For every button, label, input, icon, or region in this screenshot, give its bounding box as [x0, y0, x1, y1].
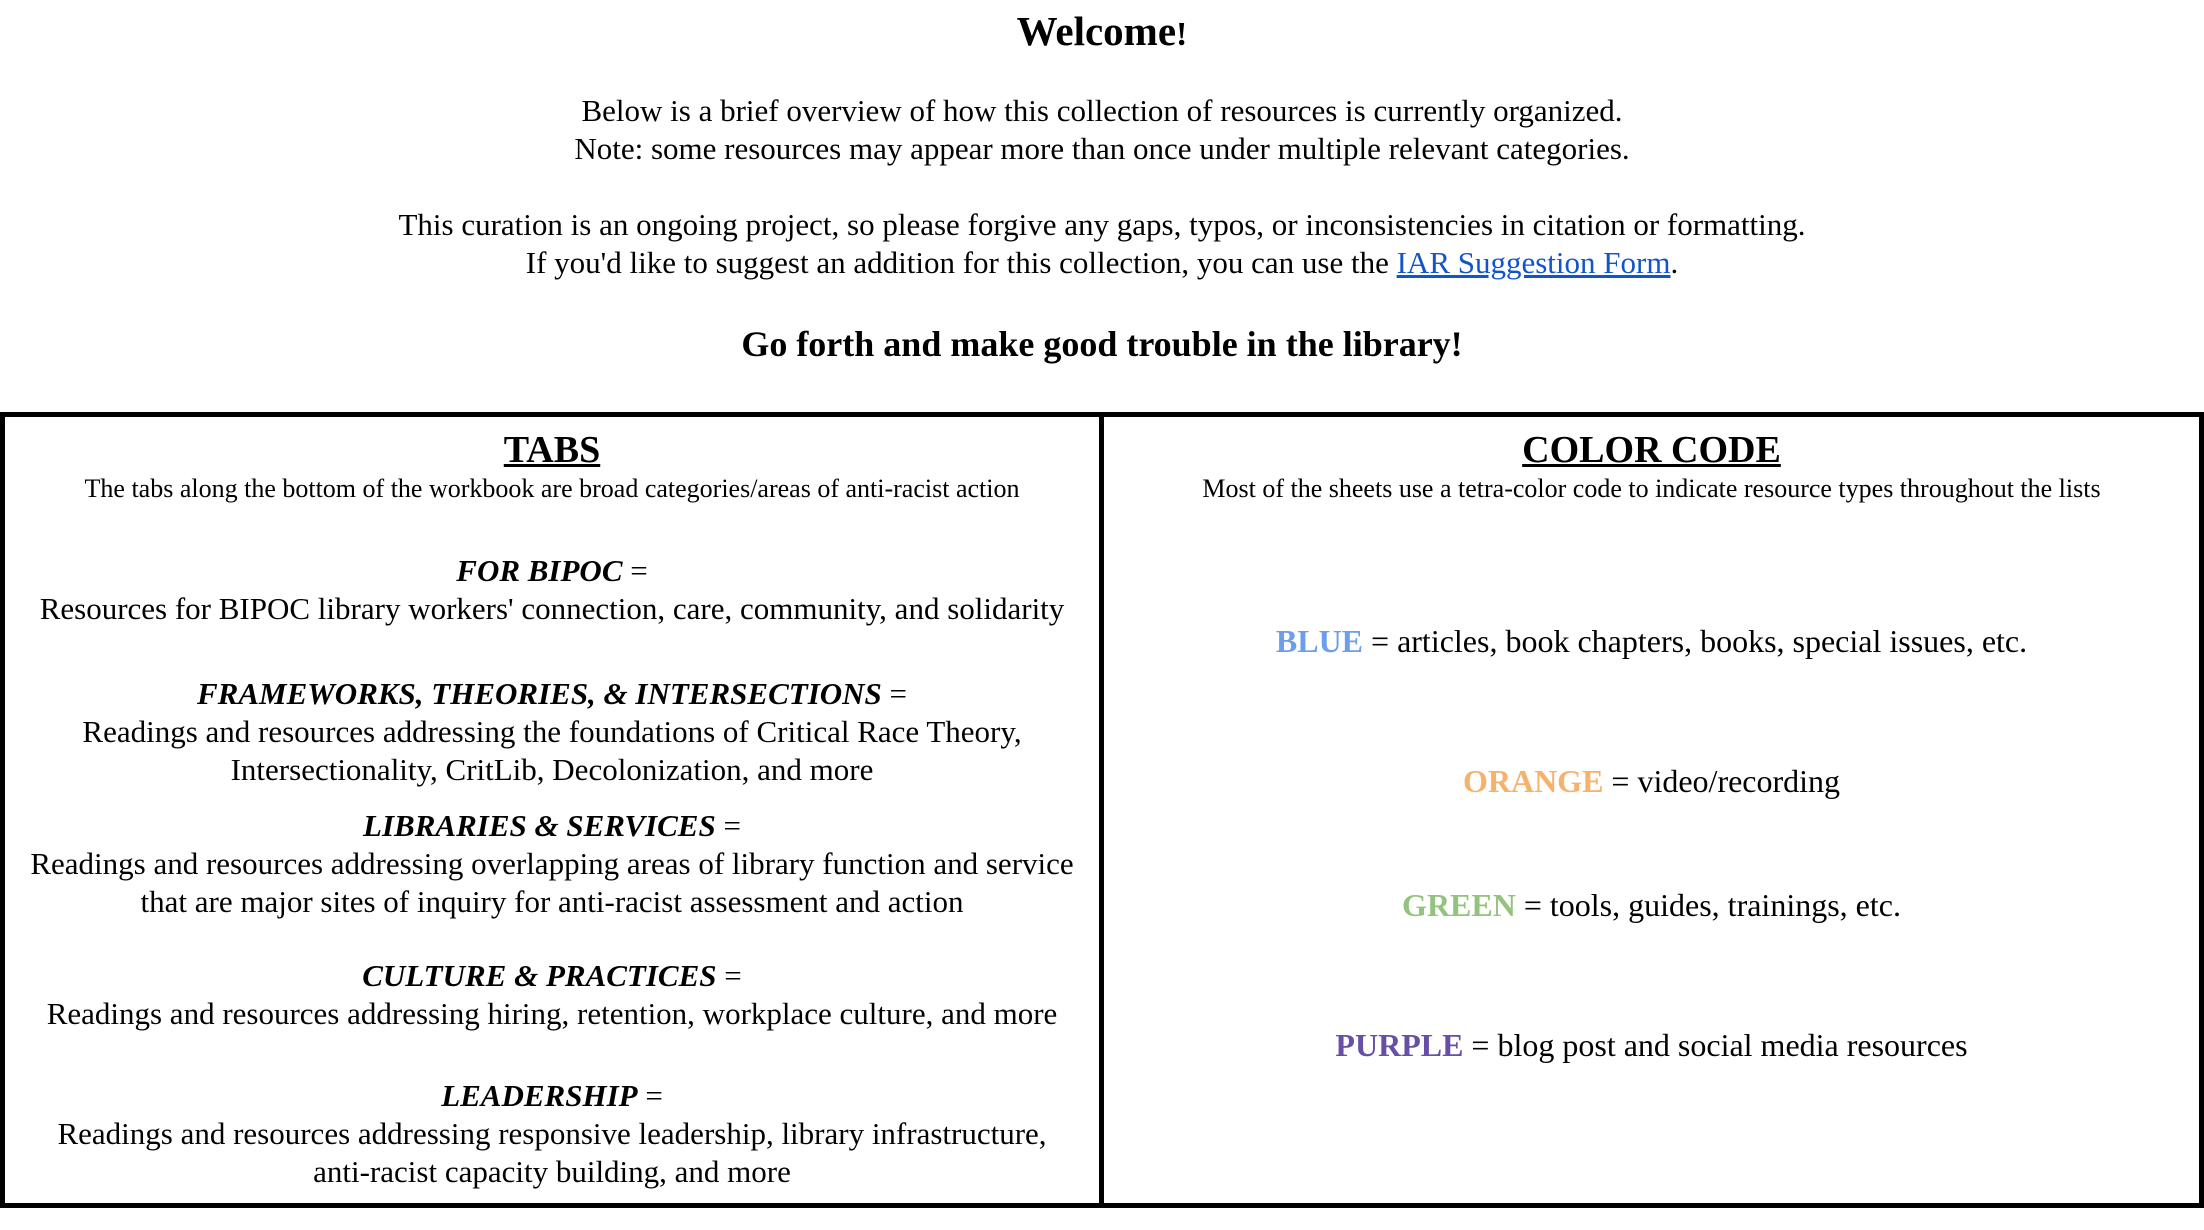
tab-description: that are major sites of inquiry for anti-racist assessment and action	[140, 884, 964, 919]
tab-name: LIBRARIES & SERVICES	[363, 808, 716, 843]
tab-description: Readings and resources addressing overlapping areas of library function and service	[30, 846, 1074, 881]
color-code-title: COLOR CODE	[1522, 429, 1781, 471]
tab-entry-frameworks	[5, 675, 1099, 789]
color-code-subtitle: Most of the sheets use a tetra-color code to indicate resource types throughout the lists	[1202, 474, 2101, 503]
welcome-heading	[0, 6, 2204, 60]
tab-description: Readings and resources addressing the foundations of Critical Race Theory,	[82, 714, 1022, 749]
color-row-blue	[1104, 621, 2199, 661]
color-description: = tools, guides, trainings, etc.	[1515, 887, 1901, 923]
color-description: = blog post and social media resources	[1463, 1027, 1968, 1063]
tab-entry-leadership	[5, 1077, 1099, 1191]
color-name: PURPLE	[1335, 1027, 1464, 1063]
color-description: = video/recording	[1603, 763, 1841, 799]
tab-entry-libraries-services	[5, 807, 1099, 921]
tab-description: Resources for BIPOC library workers' connection, care, community, and solidarity	[39, 591, 1065, 626]
motto-heading: Go forth and make good trouble in the library!	[741, 324, 1463, 364]
tab-description: Readings and resources addressing hiring, retention, workplace culture, and more	[46, 996, 1058, 1031]
tab-entry-culture-practices	[5, 957, 1099, 1033]
tabs-panel	[0, 412, 1104, 1208]
color-code-panel	[1099, 412, 2204, 1208]
tab-description: Intersectionality, CritLib, Decolonization, and more	[230, 752, 874, 787]
color-row-orange	[1104, 761, 2199, 801]
welcome-text: Welcome	[1016, 8, 1177, 54]
iar-suggestion-form-link[interactable]: IAR Suggestion Form	[1396, 245, 1671, 280]
tabs-subtitle: The tabs along the bottom of the workbook are broad categories/areas of anti-racist action	[84, 474, 1020, 503]
suggestion-prefix: If you'd like to suggest an addition for this collection, you can use the	[525, 245, 1397, 280]
tab-name: FRAMEWORKS, THEORIES, & INTERSECTIONS	[196, 676, 882, 711]
intro-line-2: Note: some resources may appear more than once under multiple relevant categories.	[574, 131, 1630, 166]
color-row-green	[1104, 885, 2199, 925]
tabs-title: TABS	[503, 429, 601, 471]
intro-line-3: This curation is an ongoing project, so please forgive any gaps, typos, or inconsistencies in citation or formatting.	[398, 207, 1806, 242]
color-description: = articles, book chapters, books, special issues, etc.	[1363, 623, 2028, 659]
equals-sign: =	[637, 1078, 663, 1113]
tab-name: LEADERSHIP	[441, 1078, 638, 1113]
suggestion-suffix: .	[1670, 245, 1679, 280]
tab-name: CULTURE & PRACTICES	[362, 958, 717, 993]
welcome-exclamation: !	[1176, 16, 1188, 53]
tab-description: Readings and resources addressing responsive leadership, library infrastructure,	[57, 1116, 1047, 1151]
equals-sign: =	[881, 676, 908, 711]
color-row-purple	[1104, 1025, 2199, 1065]
equals-sign: =	[716, 958, 742, 993]
equals-sign: =	[622, 553, 648, 588]
equals-sign: =	[715, 808, 741, 843]
color-name: ORANGE	[1462, 763, 1604, 799]
tab-description: anti-racist capacity building, and more	[313, 1154, 791, 1189]
color-name: GREEN	[1402, 887, 1516, 923]
intro-line-4	[0, 244, 2204, 282]
color-name: BLUE	[1275, 623, 1364, 659]
intro-line-1: Below is a brief overview of how this collection of resources is currently organized.	[581, 93, 1623, 128]
tab-name: FOR BIPOC	[456, 553, 623, 588]
tab-entry-for-bipoc	[5, 552, 1099, 628]
